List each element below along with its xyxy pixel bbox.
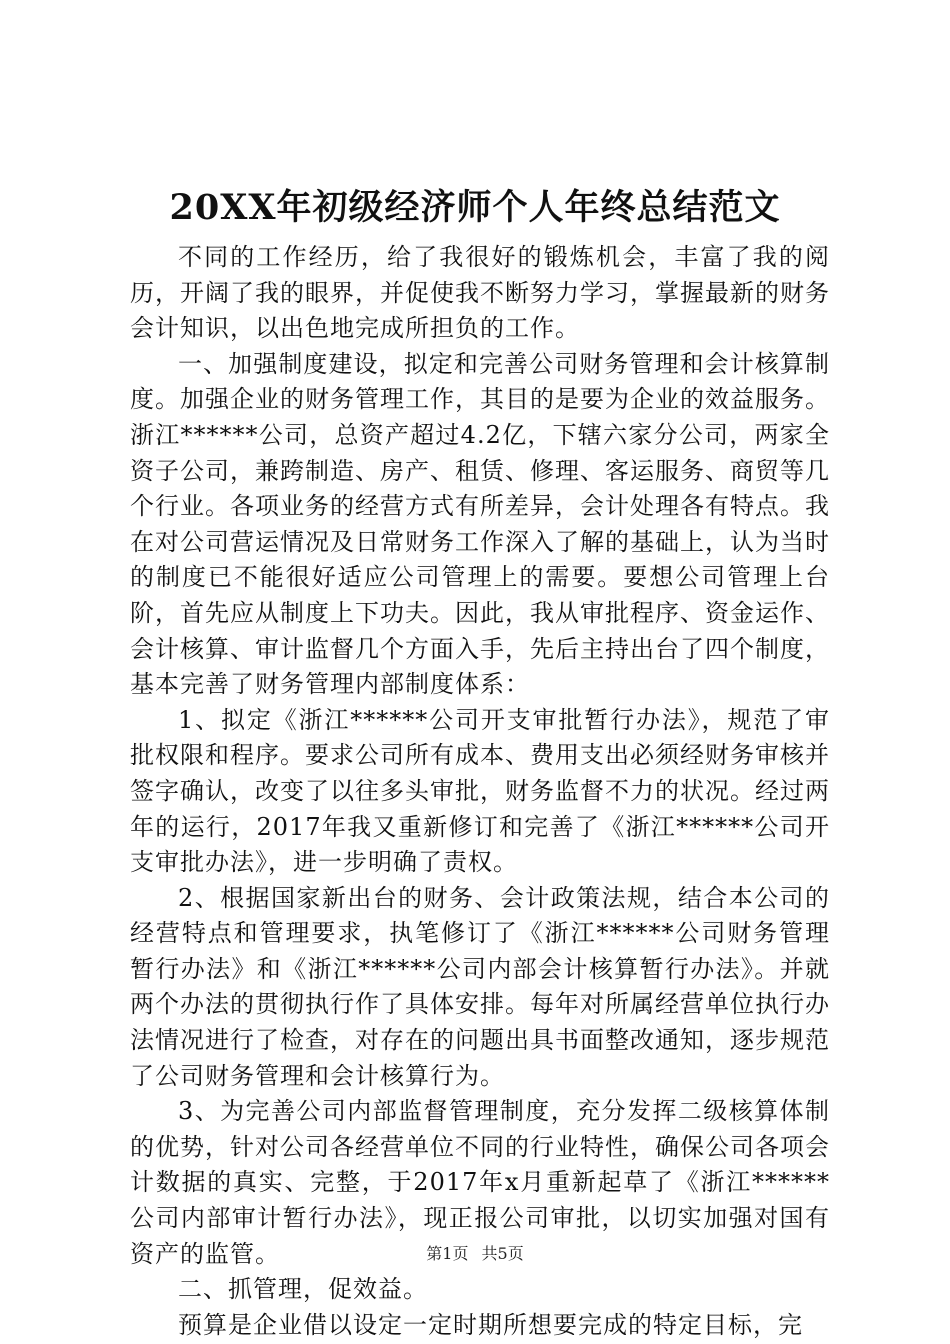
paragraph-section-2: 二、抓管理，促效益。 xyxy=(178,1275,428,1304)
paragraph-budget: 预算是企业借以设定一定时期所想要完成的特定目标，完 xyxy=(178,1310,803,1339)
page-number-total: 共5页 xyxy=(481,1244,524,1263)
page-number-current: 第1页 xyxy=(426,1244,469,1263)
paragraph-section-1: 一、加强制度建设，拟定和完善公司财务管理和会计核算制度。加强企业的财务管理工作，其目的是要为企业的效益服务。浙江******公司，总资产超过4.2亿，下辖六家分公司，两家全资子公司，兼跨制造、房产、租赁、修理、客运服务、商贸等几个行业。各项业务的经营方式有所差异，会计处理各有特点。我在对公司营运情况及日常财务工作深入了解的基础上，认为当时的制度已不能很好适应公司管理上的需要。要想公司管理上台阶，首先应从制度上下功夫。因此，我从审批程序、资金运作、会计核算、审计监督几个方面入手，先后主持出台了四个制度，基本完善了财务管理内部制度体系： xyxy=(130,349,830,699)
paragraph-item-1: 1、拟定《浙江******公司开支审批暂行办法》，规范了审批权限和程序。要求公司所有成本、费用支出必须经财务审核并签字确认，改变了以往多头审批，财务监督不力的状况。经过两年的运行，2017年我又重新修订和完善了《浙江******公司开支审批办法》，进一步明确了责权。 xyxy=(130,705,830,877)
paragraph-intro: 不同的工作经历，给了我很好的锻炼机会，丰富了我的阅历，开阔了我的眼界，并促使我不断努力学习，掌握最新的财务会计知识，以出色地完成所担负的工作。 xyxy=(130,243,830,343)
document-body xyxy=(130,240,830,1343)
document-title: 20XX年初级经济师个人年终总结范文 xyxy=(169,187,781,228)
paragraph-item-2: 2、根据国家新出台的财务、会计政策法规，结合本公司的经营特点和管理要求，执笔修订了《浙江******公司财务管理暂行办法》和《浙江******公司内部会计核算暂行办法》。并就两个办法的贯彻执行作了具体安排。每年对所属经营单位执行办法情况进行了检查，对存在的问题出具书面整改通知，逐步规范了公司财务管理和会计核算行为。 xyxy=(130,883,830,1090)
page-footer xyxy=(0,1243,950,1265)
paragraph-item-3: 3、为完善公司内部监督管理制度，充分发挥二级核算体制的优势，针对公司各经营单位不同的行业特性，确保公司各项会计数据的真实、完整，于2017年x月重新起草了《浙江******公司内部审计暂行办法》，现正报公司审批，以切实加强对国有资产的监管。 xyxy=(130,1097,830,1268)
